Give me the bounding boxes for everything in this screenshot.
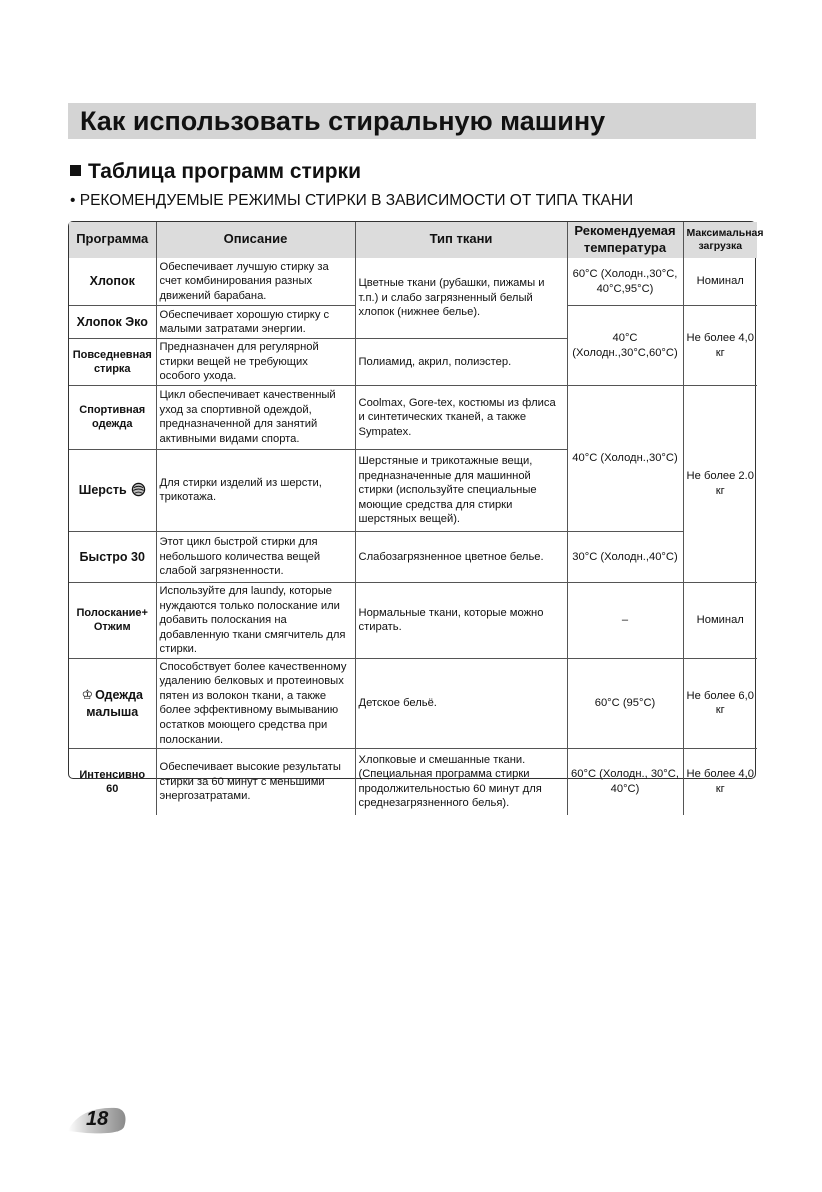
program-name-line2: Отжим bbox=[93, 621, 131, 634]
program-name-line2: малыша bbox=[86, 704, 139, 719]
section-title bbox=[70, 160, 361, 184]
program-name bbox=[69, 449, 156, 531]
program-description: Предназначен для регулярной стирки вещей не требующих особого ухода. bbox=[156, 339, 355, 386]
table-row bbox=[69, 258, 757, 306]
program-description: Обеспечивает хорошую стирку с малыми затратами энергии. bbox=[156, 306, 355, 339]
program-description: Способствует более качественному удалению белковых и протеиновых пятен из волокон ткани, а также более эффективному вымыванию остатков моющего средства при полоскании. bbox=[156, 658, 355, 748]
program-name: Интенсивно 60 bbox=[69, 749, 156, 815]
column-header-temperature bbox=[567, 222, 683, 258]
program-name-line1: Полоскание+ bbox=[76, 607, 148, 620]
recommended-temperature: 40°C (Холодн.,30°C,60°C) bbox=[567, 306, 683, 386]
recommended-temperature: 40°C (Холодн.,30°C) bbox=[567, 385, 683, 531]
column-header-max-load bbox=[683, 222, 764, 258]
max-load: Не более 2.0 кг bbox=[683, 385, 757, 582]
program-name-line2: одежда bbox=[92, 418, 133, 431]
page-title: Как использовать стиральную машину bbox=[68, 103, 756, 139]
program-name bbox=[69, 658, 156, 748]
program-name-line1: Одежда bbox=[95, 687, 144, 702]
max-load: Номинал bbox=[683, 258, 757, 306]
subtitle: • РЕКОМЕНДУЕМЫЕ РЕЖИМЫ СТИРКИ В ЗАВИСИМОСТИ ОТ ТИПА ТКАНИ bbox=[70, 192, 634, 209]
program-description: Обеспечивает высокие результаты стирки за 60 минут с меньшими энергозатратами. bbox=[156, 749, 355, 815]
program-name bbox=[69, 385, 156, 449]
table-row bbox=[69, 531, 757, 582]
max-load: Не более 4,0 кг bbox=[683, 749, 757, 815]
section-title-text: Таблица программ стирки bbox=[88, 160, 361, 183]
table-row bbox=[69, 385, 757, 449]
fabric-type: Полиамид, акрил, полиэстер. bbox=[355, 339, 567, 386]
column-header-description: Описание bbox=[156, 222, 355, 258]
max-load-header-line1: Максимальная bbox=[686, 226, 764, 239]
column-header-program: Программа bbox=[69, 222, 156, 258]
program-name: Быстро 30 bbox=[69, 531, 156, 582]
programs-table bbox=[68, 221, 764, 810]
program-name: Хлопок bbox=[69, 258, 156, 306]
fabric-type: Детское бельё. bbox=[355, 658, 567, 748]
recommended-temperature: 60°C (Холодн.,30°C, 40°C,95°C) bbox=[567, 258, 683, 306]
table-row bbox=[69, 658, 757, 748]
recommended-temperature: – bbox=[567, 582, 683, 658]
fabric-type: Coolmax, Gore-tex, костюмы из флиса и синтетических тканей, а также Sympatex. bbox=[355, 385, 567, 449]
fabric-type: Цветные ткани (рубашки, пижамы и т.п.) и слабо загрязненный белый хлопок (нижнее белье). bbox=[355, 258, 567, 339]
program-description: Цикл обеспечивает качественный уход за спортивной одеждой, предназначенной для занятий активными видами спорта. bbox=[156, 385, 355, 449]
fabric-type: Шерстяные и трикотажные вещи, предназначенные для машинной стирки (используйте специальные моющие средства для стирки шерстяных вещей). bbox=[355, 449, 567, 531]
max-load: Номинал bbox=[683, 582, 757, 658]
program-name-line1: Повседневная bbox=[72, 348, 152, 361]
page-number-text: 18 bbox=[86, 1108, 109, 1130]
program-name-line2: стирка bbox=[93, 363, 131, 376]
temperature-header-line1: Рекомендуемая bbox=[574, 223, 676, 238]
program-description: Обеспечивает лучшую стирку за счет комбинирования разных движений барабана. bbox=[156, 258, 355, 306]
program-name bbox=[69, 339, 156, 386]
recommended-temperature: 30°C (Холодн.,40°C) bbox=[567, 531, 683, 582]
program-description: Используйте для laundy, которые нуждаются только полоскание или добавить полоскания на добавленную ткани смягчитель для стирки. bbox=[156, 582, 355, 658]
wool-icon bbox=[131, 482, 146, 497]
program-name bbox=[69, 582, 156, 658]
program-description: Этот цикл быстрой стирки для небольшого количества вещей слабой загрязненности. bbox=[156, 531, 355, 582]
max-load-header-line2: загрузка bbox=[698, 239, 743, 252]
fabric-type: Нормальные ткани, которые можно стирать. bbox=[355, 582, 567, 658]
column-header-fabric: Тип ткани bbox=[355, 222, 567, 258]
baby-clothes-icon: ♔ bbox=[81, 686, 94, 702]
max-load: Не более 4,0 кг bbox=[683, 306, 757, 386]
table-header-row bbox=[69, 222, 757, 258]
program-name-text: Шерсть bbox=[78, 483, 127, 498]
fabric-type: Хлопковые и смешанные ткани. (Специальная программа стирки продолжительностью 60 минут для среднезагрязненного белья). bbox=[355, 749, 567, 815]
table-row bbox=[69, 582, 757, 658]
page-number bbox=[66, 1105, 128, 1135]
square-bullet-icon bbox=[70, 165, 81, 176]
program-description: Для стирки изделий из шерсти, трикотажа. bbox=[156, 449, 355, 531]
recommended-temperature: 60°C (95°C) bbox=[567, 658, 683, 748]
max-load: Не более 6,0 кг bbox=[683, 658, 757, 748]
recommended-temperature: 60°C (Холодн., 30°C, 40°C) bbox=[567, 749, 683, 815]
table-row bbox=[69, 749, 757, 815]
program-name-line1: Спортивная bbox=[79, 404, 146, 417]
program-name: Хлопок Эко bbox=[69, 306, 156, 339]
fabric-type: Слабозагрязненное цветное белье. bbox=[355, 531, 567, 582]
temperature-header-line2: температура bbox=[583, 239, 667, 255]
